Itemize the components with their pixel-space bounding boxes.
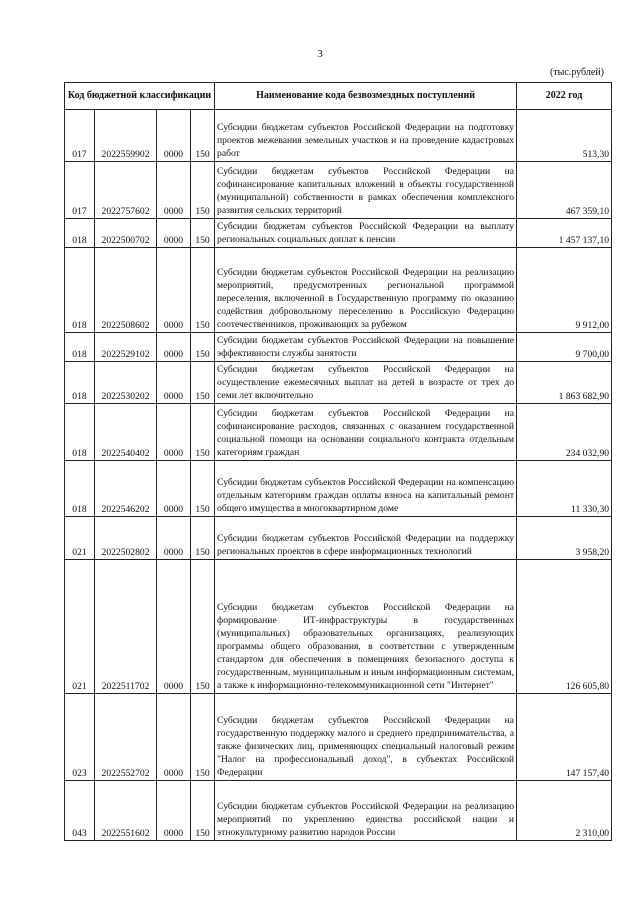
subtype-code: 0000: [157, 219, 191, 248]
income-name: Субсидии бюджетам субъектов Российской Федерации на повышение эффективности службы занятости: [215, 333, 517, 362]
classification-code: 150: [191, 461, 215, 517]
subtype-code: 0000: [157, 110, 191, 162]
amount: 3 958,20: [517, 517, 612, 560]
table-row: [65, 162, 612, 219]
header-year: 2022 год: [517, 83, 612, 110]
admin-code: 018: [65, 333, 95, 362]
admin-code: 018: [65, 362, 95, 404]
subtype-code: 0000: [157, 461, 191, 517]
admin-code: 021: [65, 560, 95, 694]
classification-code: 150: [191, 248, 215, 333]
classification-code: 150: [191, 404, 215, 461]
income-name: Субсидии бюджетам субъектов Российской Федерации на компенсацию отдельным категориям граждан оплаты взноса на капитальный ремонт общего имущества в многоквартирном доме: [215, 461, 517, 517]
table-row: [65, 517, 612, 560]
table-row: [65, 362, 612, 404]
income-name: Субсидии бюджетам субъектов Российской Федерации на подготовку проектов межевания земельных участков и на проведение кадастровых работ: [215, 110, 517, 162]
income-name: Субсидии бюджетам субъектов Российской Федерации на реализацию мероприятий по укреплению единства российской нации и этнокультурному развитию народов России: [215, 781, 517, 841]
admin-code: 043: [65, 781, 95, 841]
subtype-code: 0000: [157, 517, 191, 560]
classification-code: 150: [191, 219, 215, 248]
table-row: [65, 333, 612, 362]
subtype-code: 0000: [157, 248, 191, 333]
income-code: 2022757602: [95, 162, 157, 219]
income-name: Субсидии бюджетам субъектов Российской Федерации на софинансирование капитальных вложений в объекты государственной (муниципальной) собственности в рамках обеспечения комплексного развития сельских территорий: [215, 162, 517, 219]
amount: 147 157,40: [517, 694, 612, 781]
header-code: Код бюджетной классификации: [65, 83, 215, 110]
table-row: [65, 461, 612, 517]
income-name: Субсидии бюджетам субъектов Российской Федерации на выплату региональных социальных доплат к пенсии: [215, 219, 517, 248]
income-code: 2022559902: [95, 110, 157, 162]
income-name: Субсидии бюджетам субъектов Российской Федерации на государственную поддержку малого и среднего предпринимательства, а также физических лиц, применяющих специальный налоговый режим "Налог на профессиональный доход", в субъектах Российской Федерации: [215, 694, 517, 781]
budget-table: [64, 82, 612, 841]
income-name: Субсидии бюджетам субъектов Российской Федерации на формирование ИТ-инфраструктуры в государственных (муниципальных) образовательных организациях, реализующих программы общего образования, в соответствии с утвержденным стандартом для обеспечения в помещениях безопасного доступа к государственным, муниципальным и иным информационным системам, а также к информационно-телекоммуникационной сети "Интернет": [215, 560, 517, 694]
income-code: 2022529102: [95, 333, 157, 362]
table-header-row: [65, 83, 612, 110]
admin-code: 023: [65, 694, 95, 781]
income-code: 2022530202: [95, 362, 157, 404]
income-code: 2022551602: [95, 781, 157, 841]
classification-code: 150: [191, 781, 215, 841]
header-name: Наименование кода безвозмездных поступлений: [215, 83, 517, 110]
table-row: [65, 110, 612, 162]
subtype-code: 0000: [157, 162, 191, 219]
table-row: [65, 560, 612, 694]
income-code: 2022508602: [95, 248, 157, 333]
income-code: 2022502802: [95, 517, 157, 560]
income-name: Субсидии бюджетам субъектов Российской Федерации на реализацию мероприятий, предусмотренных региональной программой переселения, включенной в Государственную программу по оказанию содействия добровольному переселению в Российскую Федерацию соотечественников, проживающих за рубежом: [215, 248, 517, 333]
classification-code: 150: [191, 162, 215, 219]
table-row: [65, 404, 612, 461]
amount: 513,30: [517, 110, 612, 162]
subtype-code: 0000: [157, 333, 191, 362]
classification-code: 150: [191, 333, 215, 362]
admin-code: 017: [65, 162, 95, 219]
page-number: 3: [317, 48, 323, 60]
amount: 1 863 682,90: [517, 362, 612, 404]
admin-code: 018: [65, 219, 95, 248]
admin-code: 018: [65, 248, 95, 333]
table-row: [65, 219, 612, 248]
amount: 467 359,10: [517, 162, 612, 219]
admin-code: 017: [65, 110, 95, 162]
subtype-code: 0000: [157, 362, 191, 404]
classification-code: 150: [191, 694, 215, 781]
subtype-code: 0000: [157, 781, 191, 841]
units-label: (тыс.рублей): [549, 67, 604, 78]
income-name: Субсидии бюджетам субъектов Российской Федерации на поддержку региональных проектов в сфере информационных технологий: [215, 517, 517, 560]
admin-code: 018: [65, 461, 95, 517]
income-code: 2022511702: [95, 560, 157, 694]
admin-code: 021: [65, 517, 95, 560]
classification-code: 150: [191, 362, 215, 404]
income-code: 2022500702: [95, 219, 157, 248]
amount: 234 032,90: [517, 404, 612, 461]
subtype-code: 0000: [157, 404, 191, 461]
table-row: [65, 694, 612, 781]
admin-code: 018: [65, 404, 95, 461]
amount: 126 605,80: [517, 560, 612, 694]
income-name: Субсидии бюджетам субъектов Российской Федерации на осуществление ежемесячных выплат на детей в возрасте от трех до семи лет включительно: [215, 362, 517, 404]
subtype-code: 0000: [157, 560, 191, 694]
income-name: Субсидии бюджетам субъектов Российской Федерации на софинансирование расходов, связанных с оказанием государственной социальной помощи на основании социального контракта отдельным категориям граждан: [215, 404, 517, 461]
amount: 1 457 137,10: [517, 219, 612, 248]
income-code: 2022552702: [95, 694, 157, 781]
amount: 2 310,00: [517, 781, 612, 841]
classification-code: 150: [191, 517, 215, 560]
classification-code: 150: [191, 110, 215, 162]
income-code: 2022546202: [95, 461, 157, 517]
amount: 9 700,00: [517, 333, 612, 362]
subtype-code: 0000: [157, 694, 191, 781]
table-row: [65, 781, 612, 841]
classification-code: 150: [191, 560, 215, 694]
income-code: 2022540402: [95, 404, 157, 461]
amount: 9 912,00: [517, 248, 612, 333]
table-row: [65, 248, 612, 333]
amount: 11 330,30: [517, 461, 612, 517]
